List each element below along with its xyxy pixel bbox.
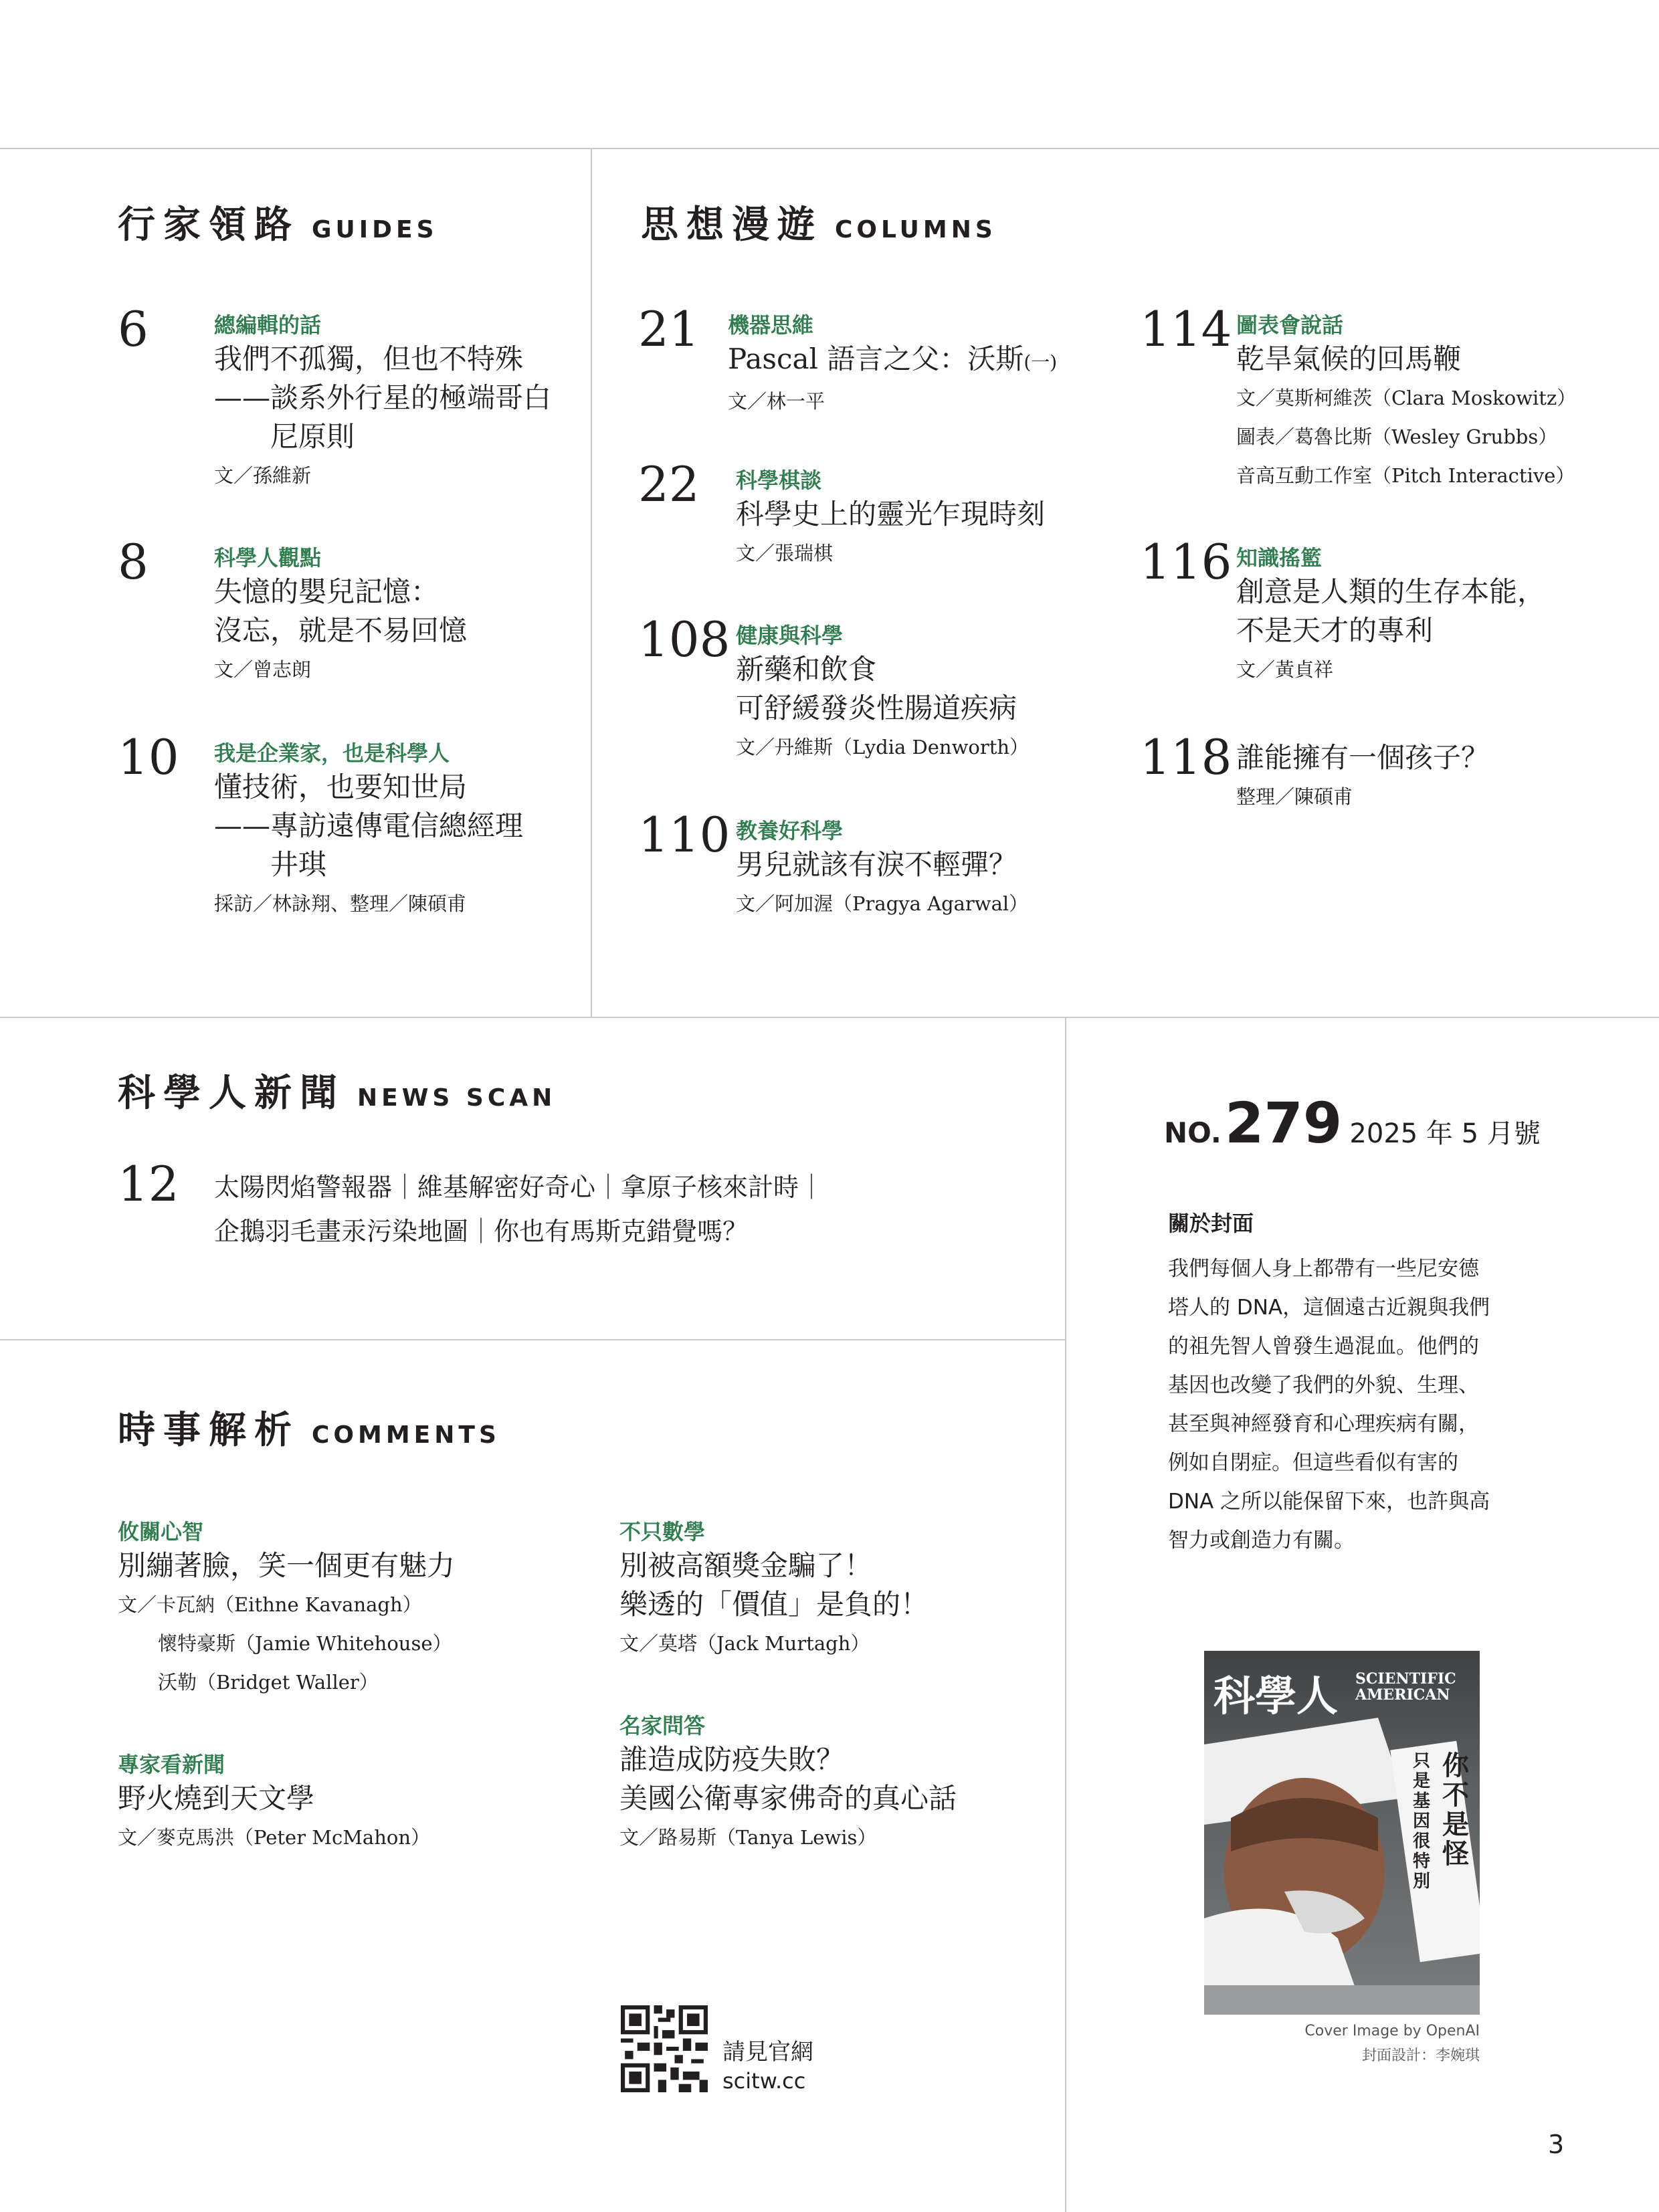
page-number: 3 [1548,2130,1565,2159]
news-items-line: 企鵝羽毛畫汞污染地圖｜你也有馬斯克錯覺嗎？ [214,1217,749,1246]
page-number-label: 114 [1140,301,1232,357]
entry-author: 整理／陳碩甫 [1236,785,1353,808]
cover-heading: 關於封面 [1168,1211,1254,1236]
news-title-en: NEWS SCAN [357,1084,557,1112]
entry-category: 科學人觀點 [214,545,322,571]
entry-category: 我是企業家，也是科學人 [214,740,450,766]
comments-entry-expert-news[interactable] [118,1750,586,1857]
comments-entry-interview[interactable] [619,1711,1048,1857]
page-number-label: 110 [638,807,730,863]
comments-section-title [118,1401,500,1454]
issue-no-label: NO. [1164,1116,1222,1149]
cover-text-line: 基因也改變了我們的外貌、生理、 [1168,1373,1479,1397]
cover-credit-design: 封面設計：李婉琪 [1361,2047,1480,2064]
columns-entry-22[interactable] [638,456,1066,573]
entry-author: 文／路易斯（Tanya Lewis） [619,1826,877,1849]
entry-title-line: 樂透的「價值」是負的！ [619,1588,929,1621]
cover-portrait-illustration [1204,1718,1480,2015]
entry-title-line: 不是天才的專利 [1236,614,1434,647]
guides-title-cn: 行家領路 [118,203,300,247]
columns-entry-118[interactable] [1140,729,1635,816]
entry-category: 知識搖籃 [1236,545,1323,571]
right-column-divider [1065,1017,1066,2212]
entry-title-line: ——專訪遠傳電信總經理 [214,809,524,842]
entry-title-line: 井琪 [270,848,327,881]
page-number-label: 21 [638,301,700,357]
guides-entry-8[interactable] [118,534,573,689]
page-number-label: 12 [118,1156,179,1212]
comments-title-en: COMMENTS [312,1421,500,1449]
entry-title-text: Pascal 語言之父：沃斯 [728,342,1024,375]
columns-entry-116[interactable] [1140,534,1635,689]
entry-author: 音高互動工作室（Pitch Interactive） [1236,464,1575,487]
entry-title-line: 男兒就該有淚不輕彈？ [736,848,1017,881]
news-section-title [118,1064,556,1117]
entry-title-line: 別繃著臉，笑一個更有魅力 [118,1549,456,1582]
cover-text-line: 智力或創造力有關。 [1168,1528,1355,1552]
entry-title-line: 別被高額獎金騙了！ [619,1549,873,1582]
page-number-label: 116 [1140,534,1232,590]
cover-text-line: 的祖先智人曾發生過混血。他們的 [1168,1334,1479,1359]
entry-title-line: 尼原則 [270,420,355,453]
news-title-cn: 科學人新聞 [118,1072,345,1115]
entry-title-line [728,340,1066,382]
news-comments-divider [0,1339,1065,1340]
page-number-label: 22 [638,456,700,512]
entry-author: 文／莫斯柯維茨（Clara Moskowitz） [1236,387,1577,409]
entry-title-line: 美國公衛專家佛奇的真心話 [619,1782,957,1815]
entry-author: 文／孫維新 [214,464,312,487]
comments-title-cn: 時事解析 [118,1409,300,1452]
entry-author: 文／阿加渥（Pragya Agarwal） [736,892,1029,915]
entry-author: 文／丹維斯（Lydia Denworth） [736,736,1030,759]
entry-title-line: 創意是人類的生存本能， [1236,575,1546,608]
entry-title-line: 誰能擁有一個孩子？ [1236,741,1490,774]
comments-entry-math[interactable] [619,1517,1048,1663]
entry-title-line: 野火燒到天文學 [118,1782,315,1815]
entry-author: 沃勒（Bridget Waller） [158,1671,379,1694]
comments-entry-mind[interactable] [118,1517,586,1702]
entry-author: 文／林一平 [728,390,825,413]
entry-author: 文／莫塔（Jack Murtagh） [619,1632,870,1655]
entry-author: 文／張瑞棋 [736,542,834,565]
entry-author: 文／麥克馬洪（Peter McMahon） [118,1826,431,1849]
entry-author: 圖表／葛魯比斯（Wesley Grubbs） [1236,425,1558,448]
entry-title-line: 乾旱氣候的回馬鞭 [1236,342,1462,375]
page-number-label: 6 [118,301,149,357]
page-number-label: 118 [1140,729,1232,785]
cover-text-line: 我們每個人身上都帶有一些尼安德 [1168,1257,1479,1281]
cover-text-line: 例如自閉症。但這些看似有害的 [1168,1451,1458,1475]
cover-headline: 你不是怪 [1442,1750,1469,1870]
columns-title-en: COLUMNS [835,216,997,243]
issue-date: 2025 年 5 月號 [1349,1118,1541,1149]
entry-author: 文／曾志朗 [214,658,312,681]
entry-category: 圖表會說話 [1236,312,1344,338]
cover-text-line: DNA 之所以能保留下來，也許與高 [1168,1490,1490,1514]
news-entry-12[interactable] [118,1156,1054,1253]
entry-title-line: ——談系外行星的極端哥白 [214,381,552,414]
entry-category: 不只數學 [619,1519,706,1544]
columns-entry-110[interactable] [638,807,1066,923]
entry-title-suffix: (一) [1023,351,1058,373]
issue-header [1164,1090,1541,1156]
cover-subline: 只是基因很特別 [1413,1751,1431,1892]
guides-title-en: GUIDES [312,216,438,243]
guides-entry-10[interactable] [118,729,573,923]
cover-text-line: 甚至與神經發育和心理疾病有關， [1168,1412,1479,1436]
columns-section-title [641,195,997,249]
guides-entry-6[interactable] [118,301,573,495]
website-url[interactable]: scitw.cc [722,2068,806,2094]
cover-credit-image: Cover Image by OpenAI [1304,2023,1480,2039]
entry-category: 機器思維 [728,312,814,338]
columns-entry-108[interactable] [638,611,1066,767]
entry-category: 名家問答 [619,1713,706,1738]
entry-author: 採訪／林詠翔、整理／陳碩甫 [214,892,467,915]
entry-category: 教養好科學 [736,818,844,843]
entry-category: 科學棋談 [736,468,822,493]
entry-author: 文／黃貞祥 [1236,658,1334,681]
guides-columns-divider [591,148,592,1017]
cover-masthead-cn: 科學人 [1213,1672,1339,1720]
columns-title-cn: 思想漫遊 [641,203,823,247]
entry-category: 健康與科學 [736,623,844,648]
entry-title-line: 可舒緩發炎性腸道疾病 [736,692,1017,724]
cover-description [1168,1249,1543,1560]
entry-category: 攸關心智 [118,1519,204,1544]
entry-author: 懷特豪斯（Jamie Whitehouse） [158,1632,452,1655]
magazine-cover-image [1204,1651,1480,2015]
columns-entry-21[interactable] [638,301,1066,421]
page-number-label: 108 [638,611,730,668]
middle-divider [0,1017,1659,1018]
entry-title-line: 我們不孤獨，但也不特殊 [214,342,524,375]
top-divider [0,148,1659,149]
entry-title-line: 懂技術，也要知世局 [214,771,468,803]
page-number-label: 10 [118,729,179,785]
website-label: 請見官網 [722,2039,813,2066]
page-number-label: 8 [118,534,149,590]
cover-text-line: 塔人的 DNA，這個遠古近親與我們 [1168,1296,1490,1320]
news-items-line: 太陽閃焰警報器｜維基解密好奇心｜拿原子核來計時｜ [214,1173,825,1202]
cover-masthead-en: SCIENTIFIC AMERICAN [1355,1670,1456,1704]
guides-section-title [118,195,438,249]
entry-category: 總編輯的話 [214,312,322,338]
entry-title-line: 失憶的嬰兒記憶： [214,575,440,608]
entry-title-line: 誰造成防疫失敗？ [619,1743,845,1776]
entry-category: 專家看新聞 [118,1752,225,1777]
entry-title-line: 新藥和飲食 [736,653,877,686]
entry-title-line: 科學史上的靈光乍現時刻 [736,498,1046,530]
columns-entry-114[interactable] [1140,301,1635,495]
issue-no-value: 279 [1224,1090,1343,1156]
entry-title-line: 沒忘，就是不易回憶 [214,614,468,647]
entry-author: 文／卡瓦納（Eithne Kavanagh） [118,1593,422,1616]
qr-code-icon[interactable] [621,2005,708,2092]
